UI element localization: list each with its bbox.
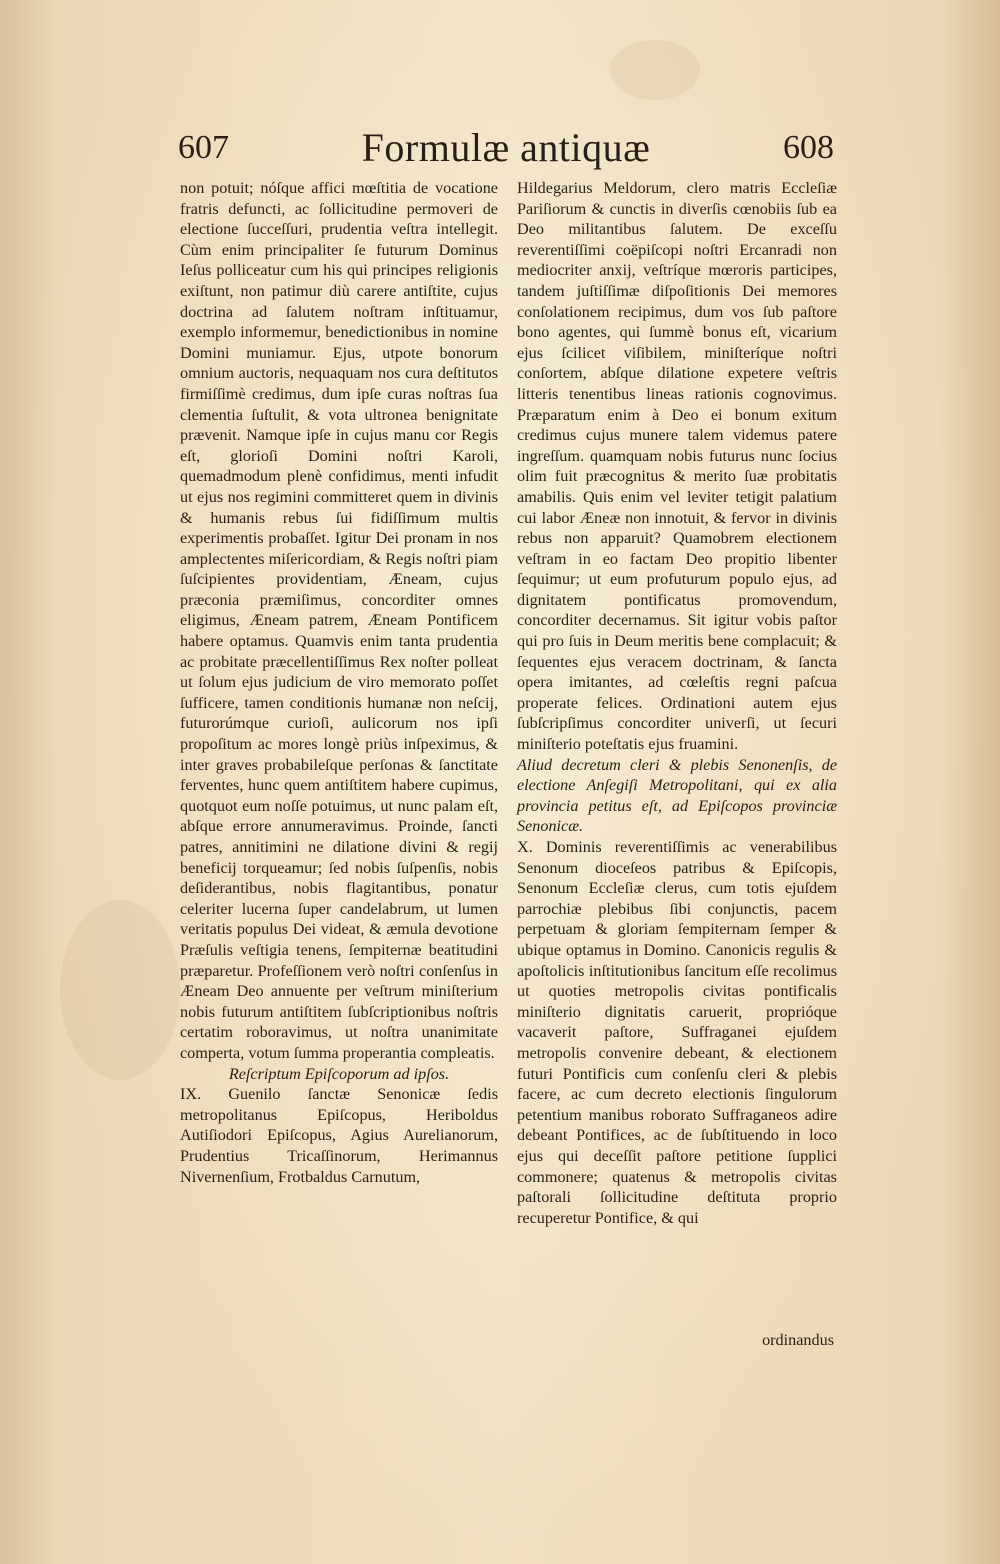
running-title: Formulæ antiquæ (361, 125, 651, 170)
running-header (178, 126, 834, 172)
right-page-number: 608 (783, 129, 834, 166)
section-heading: Aliud decretum cleri & plebis Senonenſis, de electione Anſegiſi Metropolitani, qui ex alia provincia petitus eſt, ad Epiſcopos provinciæ Senonicæ. (517, 755, 837, 836)
numbered-paragraph: X. Dominis reverentiſſimis ac venerabilibus Senonum dioceſeos patribus & Epiſcopis, Senonum Eccleſiæ clerus, cum totis ejuſdem parrochiæ plebibus ſibi conjunctis, pacem perpetuam & gloriam ſempiternam ſemper & ubique optamus in Domino. Canonicis regulis & apoſtolicis inſtitutionibus ſancitum eſſe recolimus ut quoties metropolis civitas pontificalis miniſterio dignitatis caruerit, proprióque vacaverit paſtore, Suffraganei ejuſdem metropolis convenire debeant, & electionem futuri Pontificis cum conſenſu cleri & plebis facere, ac cum decreto electionis ſingulorum petentium manibus roborato Suffraganeos adire debeant Pontifices, ac de ſubſtituendo in loco ejus qui deceſſit paſtore petitione ſupplici commonere; quatenus & metropolis civitas paſtorali ſollicitudine deſtituta proprio recuperetur Pontifice, & qui (517, 838, 837, 1227)
numbered-paragraph: IX. Guenilo ſanctæ Senonicæ ſedis metropolitanus Epiſcopus, Heriboldus Autiſiodori Epiſcopus, Agius Aurelianorum, Prudentius Tricaſſinorum, Herimannus Nivernenſium, Frotbaldus Carnutum, (180, 1085, 498, 1186)
right-text-column (517, 178, 837, 1228)
body-paragraph: non potuit; nóſque affici mœſtitia de vocatione fratris defuncti, ac ſollicitudine permoveri de electione ſucceſſuri, prudentia veſtra intellegit. Cùm enim principaliter ſe futurum Dominus Ieſus pollicеatur cum his qui principes religionis exiſtunt, non patimur diù carere antiſtite, cujus doctrina ad ſalutem noſtram inſtituamur, exemplo informemur, benedictionibus in nomine Domini muniamur. Ejus, utpote bonorum omnium auctoris, nequaquam nos cura deſtitutos firmiſſimè credimus, dum ipſe curas noſtras ſua clementia ſuſtulit, & vota ultronea benignitate prævenit. Namque ipſe in cujus manu cor Regis eſt, glorioſi Domini noſtri Karoli, quemadmodum plenè confidimus, menti infudit ut ejus nos regimini committeret quem in divinis & humanis rebus ſui fidiſſimum multis experimentis probaſſet. Igitur Dei pronam in nos amplectentes miſericordiam, & Regis noſtri piam ſuſcipientes providentiam, Æneam, cujus præconia præmiſimus, concorditer omnes eligimus, Æneam patrem, Æneam Pontificem habere optamus. Quamvis enim tanta prudentia ac probitate præcellentiſſimus Rex noſter polleat ut ſolum ejus judicium de viro memorato poſſet ſufficere, tamen conditionis humanæ non neſcij, futurorúmque curioſi, aulicorum nos ipſi propoſitum ac mores longè priùs inſpeximus, & inter graves probabileſque perſonas & ſanctitate ferventes, hunc quem antiſtitem habere cupimus, quotquot eum noſſe potuimus, ut nunc palam eſt, abſque errore annumeravimus. Proinde, ſancti patres, annitimini ne dilatione divini & regij beneficij torqueamur; ſed nobis ſuſpenſis, nobis deſiderantibus, nobis flagitantibus, ponatur celeriter lucerna ſuper candelabrum, ut lumen veritatis populus Dei videat, & æmula devotione Præſulis veſtigia tenens, ſempiternæ beatitudini præparetur. Profeſſionem verò noſtri conſenſus in Æneam Deo annuente per veſtrum miniſterium nobis futurum antiſtitem ſubſcriptionibus noſtris certatim roboravimus, ut noſtra unanimitate comperta, votum ſumma properantia compleatis. (180, 179, 498, 1062)
left-page-number: 607 (178, 129, 229, 166)
paper-stain (60, 900, 180, 1080)
paper-stain (610, 40, 700, 100)
body-paragraph: Hildegarius Meldorum, clero matris Eccleſiæ Pariſiorum & cunctis in diverſis cœnobiis ſub ea Deo militantibus ſalutem. De exceſſu reverentiſſimi coëpiſcopi noſtri Ercanradi non mediocriter anxij, veſtríque mœroris participes, tandem juſtiſſimæ diſpoſitionis Dei memores conſolationem recipimus, dum vos ſub paſtore bono agentes, qui ſummè bonus eſt, vicarium ejus ſcilicet viſibilem, miniſteríque noſtri conſortem, abſque dilatione expetere veſtris litteris tenentibus lineas rationis cognovimus. Præparatum enim à Deo ei bonum exitum credimus cujus munere talem videmus patere ingreſſum. quamquam nobis futurus nunc ſocius olim fuit præcognitus & merito ſuæ probitatis amabilis. Quis enim vel leviter tetigit palatium cui labor Æneæ non innotuit, & fervor in divinis rebus non apparuit? Quamobrem electionem veſtram in eo factam Deo propitio libenter ſequimur; ut eum profuturum populo ejus, ad dignitatem pontificatus promovendum, concorditer decernamus. Sit igitur vobis paſtor qui pro ſuis in Deum meritis bene complacuit; & ſequentes ejus veracem doctrinam, & ſancta opera imitantes, ad cœleſtis regni paſcua properate felices. Ordinationi autem ejus ſubſcripſimus concorditer univerſi, ut ſecuri miniſterio poteſtatis ejus fruamini. (517, 179, 837, 754)
catchword: ordinandus (762, 1331, 834, 1349)
left-text-column (180, 178, 498, 1187)
section-heading: Reſcriptum Epiſcoporum ad ipſos. (228, 1064, 450, 1083)
